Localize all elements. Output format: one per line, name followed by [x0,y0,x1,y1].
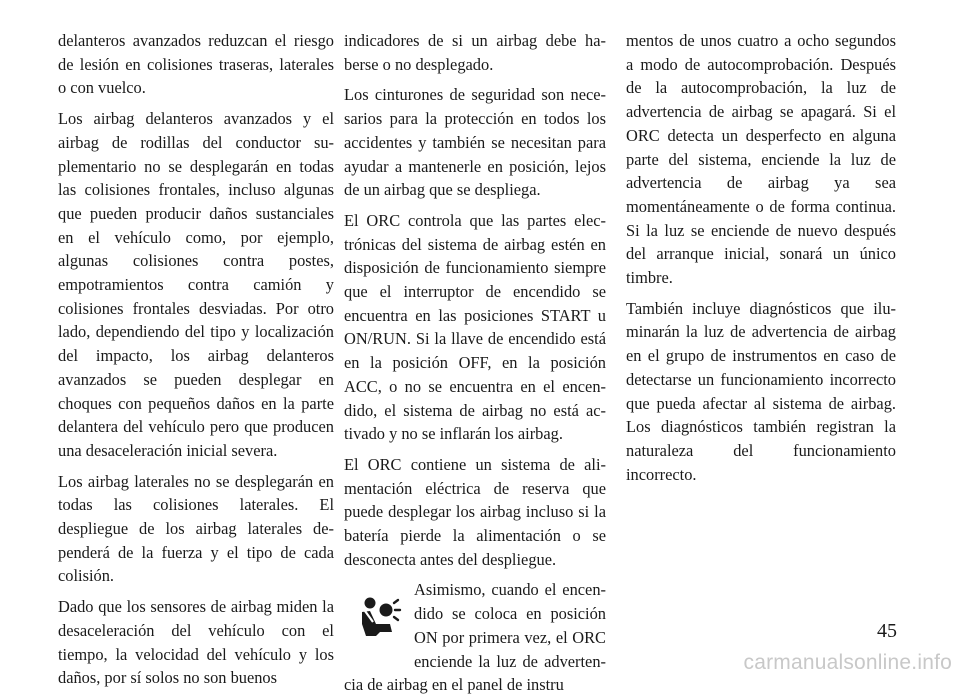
page-number: 45 [877,620,897,642]
paragraph: delanteros avanzados reduzcan el riesgo de lesión en colisiones traseras, laterales o con vuelco. [58,31,334,98]
paragraph: Los cinturones de seguridad son necesarios para la protección en todos los accidentes y también se necesitan para ayudar a mantenerle en posición, lejos de un airbag que se despliega. [344,85,606,200]
paragraph: Los airbag laterales no se desplegarán en todas las colisiones laterales. El despliegue de los airbag laterales dependerá de la fuerza y el tipo de cada colisión. [58,471,334,586]
paragraph: indicadores de si un airbag debe haberse o no desplegado. [344,31,606,74]
watermark: carmanualsonline.info [743,651,952,674]
text-column-1 [58,29,334,697]
paragraph: El ORC controla que las partes electrónicas del sistema de airbag estén en disposición de funcionamiento siempre que el interruptor de encendido se encuentra en las posiciones START u ON/RUN. Si la llave de encendido está en la posición OFF, en la posición ACC, o no se encuentra en el encendido, el sistema de airbag no está activado y no se inflarán los airbag. [344,210,606,444]
text-column-3 [626,29,896,493]
airbag-warning-icon [344,580,414,654]
paragraph: También incluye diagnósticos que iluminarán la luz de advertencia de airbag en el grupo de instrumentos en caso de detectarse un funcionamiento incorrecto que pueda afectar al sistema de airbag. Los diagnósticos también registran la naturaleza del funcionamiento incorrecto. [626,298,896,484]
paragraph: Dado que los sensores de airbag miden la desaceleración del vehículo con el tiempo, la velocidad del vehículo y los daños, por sí solos no son buenos [58,597,334,688]
paragraph: mentos de unos cuatro a ocho segundos a modo de autocomprobación. Después de la autocomprobación, la luz de advertencia de airbag se apagará. Si el ORC detecta un desperfecto en alguna parte del sistema, enciende la luz de advertencia de airbag ya sea momentáneamente o de forma continua. Si la luz se enciende de nuevo después del arranque inicial, sonará un único timbre. [626,31,896,288]
paragraph: Los airbag delanteros avanzados y el airbag de rodillas del conductor suplementario no se desplegarán en todas las colisiones frontales, incluso algunas que pueden producir daños sustanciales en el vehículo como, por ejemplo, algunas colisiones contra postes, empotramientos contra camión y colisiones frontales desviadas. Por otro lado, dependiendo del tipo y localización del impacto, los airbag delanteros avanzados se pueden desplegar en choques con pequeños daños en la parte delantera del vehículo pero que producen una desaceleración inicial severa. [58,109,334,460]
paragraph: Asimismo, cuando el encendido se coloca en posición ON por primera vez, el ORC enciende la luz de advertencia de airbag en el panel de instru [344,580,606,695]
text-column-2 [344,29,606,697]
paragraph: El ORC contiene un sistema de alimentación eléctrica de reserva que puede desplegar los airbag incluso si la batería pierde la alimentación o se desconecta antes del despliegue. [344,454,606,569]
airbag-warning-paragraph [344,578,606,697]
